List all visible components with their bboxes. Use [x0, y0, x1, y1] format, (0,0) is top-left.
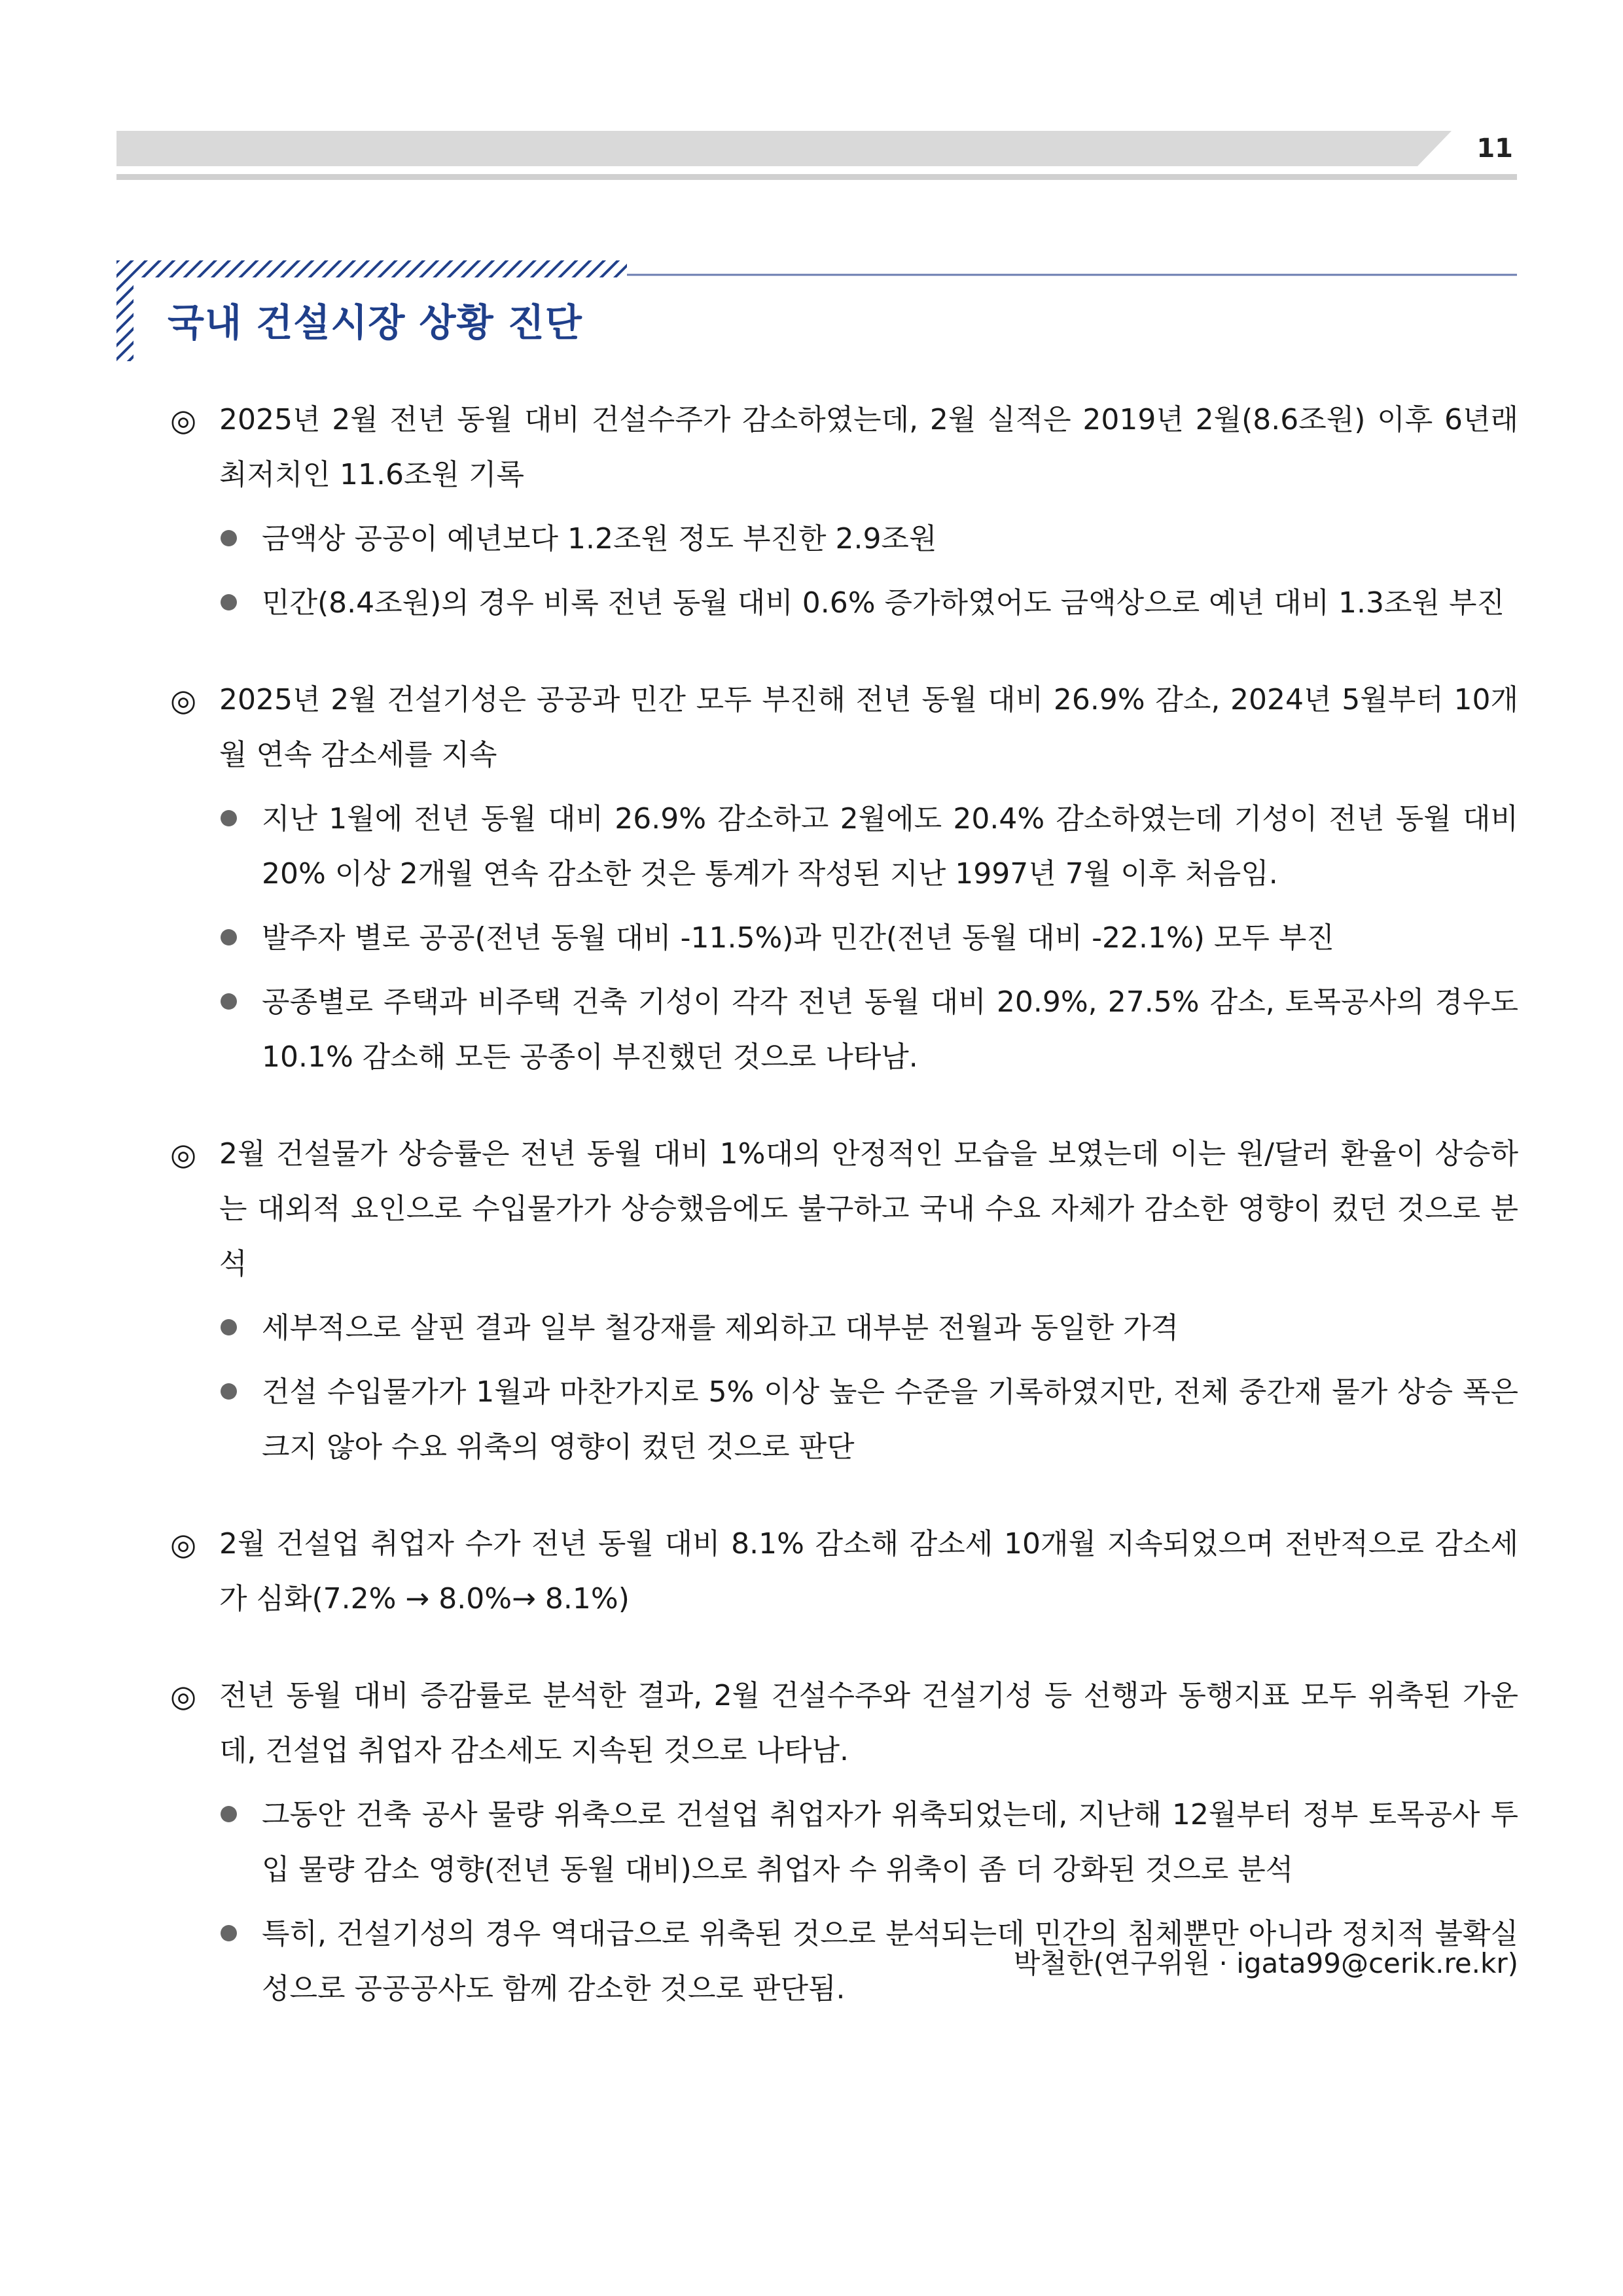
section-heading [116, 260, 1520, 372]
main-point [170, 673, 1518, 783]
content-group [170, 673, 1518, 1085]
sub-point [170, 792, 1518, 902]
sub-point-text: 그동안 건축 공사 물량 위축으로 건설업 취업자가 위축되었는데, 지난해 12월부터 정부 토목공사 투입 물량 감소 영향(전년 동월 대비)으로 취업자 수 위축이 좀 더 강화된 것으로 분석 [262, 1798, 1518, 1886]
section-title: 국내 건설시장 상황 진단 [168, 300, 582, 345]
sub-point-text: 특히, 건설기성의 경우 역대급으로 위축된 것으로 분석되는데 민간의 침체뿐만 아니라 정치적 불확실성으로 공공공사도 함께 감소한 것으로 판단됨. [262, 1917, 1518, 2005]
content-group [170, 1517, 1518, 1627]
double-circle-icon: ◎ [170, 682, 197, 718]
content-group [170, 1127, 1518, 1475]
sub-point-text: 세부적으로 살핀 결과 일부 철강재를 제외하고 대부분 전월과 동일한 가격 [262, 1311, 1179, 1345]
bullet-dot-icon [221, 993, 237, 1010]
bullet-dot-icon [221, 1319, 237, 1335]
main-point [170, 1517, 1518, 1627]
sub-point [170, 1788, 1518, 1898]
double-circle-icon: ◎ [170, 1527, 197, 1562]
sub-point-text: 금액상 공공이 예년보다 1.2조원 정도 부진한 2.9조원 [262, 522, 937, 556]
header-bar [116, 131, 1452, 166]
sub-point [170, 975, 1518, 1085]
bullet-dot-icon [221, 594, 237, 610]
main-point-text: 전년 동월 대비 증감률로 분석한 결과, 2월 건설수주와 건설기성 등 선행과 동행지표 모두 위축된 가운데, 건설업 취업자 감소세도 지속된 것으로 나타남. [219, 1679, 1518, 1767]
bullet-dot-icon [221, 810, 237, 826]
main-point [170, 1127, 1518, 1292]
main-point-text: 2월 건설물가 상승률은 전년 동월 대비 1%대의 안정적인 모습을 보였는데 이는 원/달러 환율이 상승하는 대외적 요인으로 수입물가가 상승했음에도 불구하고 국내 수요 자체가 감소한 영향이 컸던 것으로 분석 [219, 1137, 1518, 1280]
sub-point [170, 911, 1518, 966]
main-point [170, 1669, 1518, 1778]
report-body [170, 393, 1518, 2058]
bullet-dot-icon [221, 929, 237, 945]
author-credit: 박철한(연구위원 · igata99@cerik.re.kr) [1013, 1947, 1518, 1979]
sub-point-text: 건설 수입물가가 1월과 마찬가지로 5% 이상 높은 수준을 기록하였지만, 전체 중간재 물가 상승 폭은 크지 않아 수요 위축의 영향이 컸던 것으로 판단 [262, 1375, 1518, 1464]
sub-point-text: 발주자 별로 공공(전년 동월 대비 -11.5%)과 민간(전년 동월 대비 -22.1%) 모두 부진 [262, 921, 1334, 955]
bullet-dot-icon [221, 530, 237, 546]
content-group [170, 393, 1518, 631]
sub-point-text: 공종별로 주택과 비주택 건축 기성이 각각 전년 동월 대비 20.9%, 27.5% 감소, 토목공사의 경우도 10.1% 감소해 모든 공종이 부진했던 것으로 나타남. [262, 985, 1518, 1074]
bullet-dot-icon [221, 1383, 237, 1400]
sub-point [170, 1365, 1518, 1475]
sub-point [170, 1301, 1518, 1356]
main-point-text: 2025년 2월 건설기성은 공공과 민간 모두 부진해 전년 동월 대비 26.9% 감소, 2024년 5월부터 10개월 연속 감소세를 지속 [219, 683, 1518, 771]
page-number: 11 [1476, 133, 1513, 164]
sub-point-text: 민간(8.4조원)의 경우 비록 전년 동월 대비 0.6% 증가하였어도 금액상으로 예년 대비 1.3조원 부진 [262, 586, 1505, 620]
double-circle-icon: ◎ [170, 402, 197, 438]
double-circle-icon: ◎ [170, 1137, 197, 1172]
main-point-text: 2월 건설업 취업자 수가 전년 동월 대비 8.1% 감소해 감소세 10개월 지속되었으며 전반적으로 감소세가 심화(7.2% → 8.0%→ 8.1%) [219, 1527, 1518, 1616]
sub-point [170, 512, 1518, 567]
sub-point [170, 576, 1518, 631]
double-circle-icon: ◎ [170, 1678, 197, 1714]
sub-point-text: 지난 1월에 전년 동월 대비 26.9% 감소하고 2월에도 20.4% 감소하였는데 기성이 전년 동월 대비 20% 이상 2개월 연속 감소한 것은 통계가 작성된 지난 1997년 7월 이후 처음임. [262, 802, 1518, 891]
main-point-text: 2025년 2월 전년 동월 대비 건설수주가 감소하였는데, 2월 실적은 2019년 2월(8.6조원) 이후 6년래 최저치인 11.6조원 기록 [219, 403, 1518, 491]
main-point [170, 393, 1518, 503]
header-rule [116, 174, 1517, 180]
bullet-dot-icon [221, 1925, 237, 1941]
bullet-dot-icon [221, 1806, 237, 1822]
